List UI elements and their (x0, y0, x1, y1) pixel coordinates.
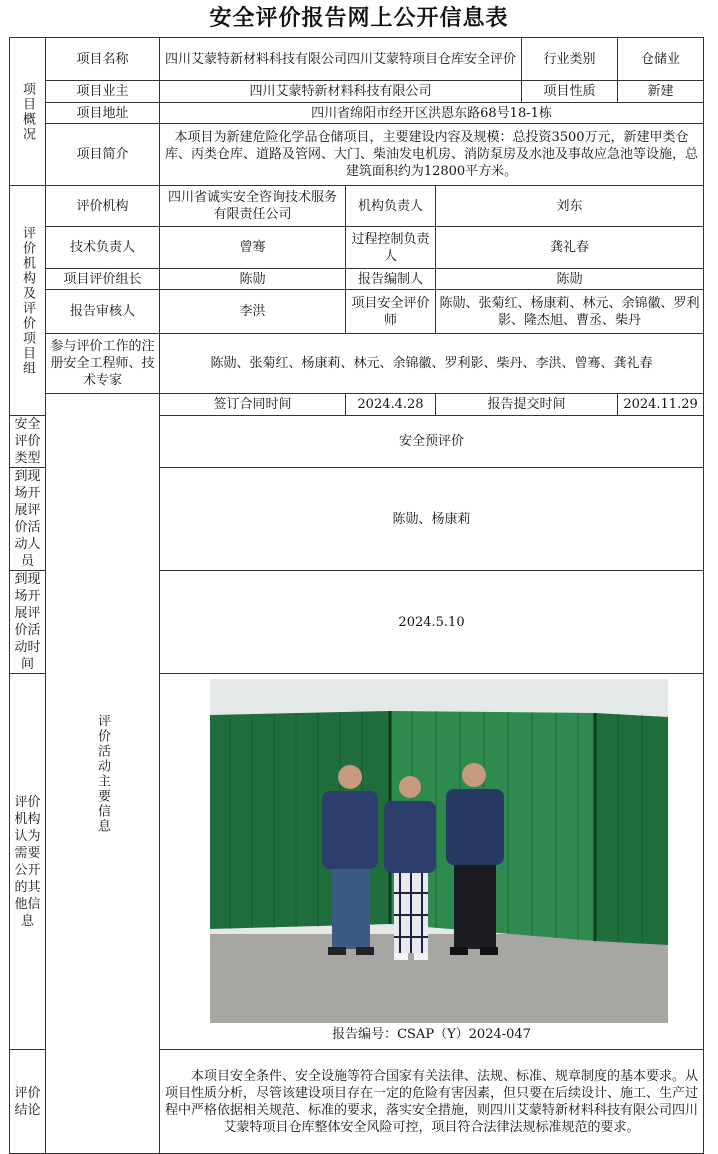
evaluators-value: 陈勋、张菊红、杨康莉、林元、余锦徽、罗利影、隆杰旭、曹丞、柴丹 (436, 290, 704, 334)
evaluators-label: 项目安全评价师 (346, 290, 436, 334)
industry-label: 行业类别 (522, 38, 618, 81)
report-number: 报告编号：CSAP（Y）2024-047 (332, 1027, 531, 1042)
onsite-time-value: 2024.5.10 (160, 571, 704, 674)
site-photo (210, 679, 668, 1023)
leader-label: 项目评价组长 (46, 269, 160, 290)
reviewer-value: 李洪 (160, 290, 346, 334)
type-value: 安全预评价 (160, 416, 704, 468)
submit-time-label: 报告提交时间 (436, 394, 618, 416)
section-activity: 评价活动主要信息 (46, 394, 160, 1154)
address-label: 项目地址 (46, 103, 160, 124)
project-name-value: 四川艾蒙特新材料科技有限公司四川艾蒙特项目仓库安全评价 (160, 38, 522, 81)
address-value: 四川省绵阳市经开区洪恩东路68号18-1栋 (160, 103, 704, 124)
participants-label: 参与评价工作的注册安全工程师、技术专家 (46, 334, 160, 394)
agency-head-label: 机构负责人 (346, 186, 436, 227)
type-label: 安全评价类型 (10, 416, 46, 468)
agency-head-value: 刘东 (436, 186, 704, 227)
nature-label: 项目性质 (522, 81, 618, 103)
tech-head-value: 曾骞 (160, 227, 346, 269)
section-organization: 评价机构及评价项目组 (10, 186, 46, 416)
owner-label: 项目业主 (46, 81, 160, 103)
process-label: 过程控制负责人 (346, 227, 436, 269)
other-info-cell (160, 674, 704, 1050)
submit-time-value: 2024.11.29 (618, 394, 704, 416)
conclusion-value: 本项目安全条件、安全设施等符合国家有关法律、法规、标准、规章制度的基本要求。从项目性质分析，尽管该建设项目存在一定的危险有害因素，但只要在后续设计、施工、生产过程中严格依据相关规范、标准的要求，落实安全措施，则四川艾蒙特新材料科技有限公司四川艾蒙特项目仓库整体安全风险可控，项目符合法律法规标准规范的要求。 (160, 1050, 704, 1154)
page-title: 安全评价报告网上公开信息表 (209, 6, 509, 31)
onsite-people-label: 到现场开展评价活动人员 (10, 468, 46, 571)
industry-value: 仓储业 (618, 38, 704, 81)
agency-value: 四川省诚实安全咨询技术服务有限责任公司 (160, 186, 346, 227)
contract-time-value: 2024.4.28 (346, 394, 436, 416)
project-name-label: 项目名称 (46, 38, 160, 81)
writer-label: 报告编制人 (346, 269, 436, 290)
writer-value: 陈勋 (436, 269, 704, 290)
reviewer-label: 报告审核人 (46, 290, 160, 334)
info-table (9, 37, 704, 1154)
fence-panel-right (595, 713, 668, 945)
process-value: 龚礼春 (436, 227, 704, 269)
participants-value: 陈勋、张菊红、杨康莉、林元、余锦徽、罗利影、柴丹、李洪、曾骞、龚礼春 (160, 334, 704, 394)
nature-value: 新建 (618, 81, 704, 103)
intro-value: 本项目为新建危险化学品仓储项目，主要建设内容及规模：总投资3500万元，新建甲类仓库、丙类仓库、道路及管网、大门、柴油发电机房、消防泵房及水池及事故应急池等设施，总建筑面积约为12800平方米。 (160, 124, 704, 186)
other-info-label: 评价机构认为需要公开的其他信息 (10, 674, 46, 1050)
intro-label: 项目简介 (46, 124, 160, 186)
tech-head-label: 技术负责人 (46, 227, 160, 269)
conclusion-label: 评价结论 (10, 1050, 46, 1154)
contract-time-label: 签订合同时间 (160, 394, 346, 416)
onsite-time-label: 到现场开展评价活动时间 (10, 571, 46, 674)
person-right (446, 763, 504, 955)
owner-value: 四川艾蒙特新材料科技有限公司 (160, 81, 522, 103)
leader-value: 陈勋 (160, 269, 346, 290)
agency-label: 评价机构 (46, 186, 160, 227)
photo-ground (210, 934, 668, 1023)
section-overview: 项目概况 (10, 38, 46, 186)
onsite-people-value: 陈勋、杨康莉 (160, 468, 704, 571)
